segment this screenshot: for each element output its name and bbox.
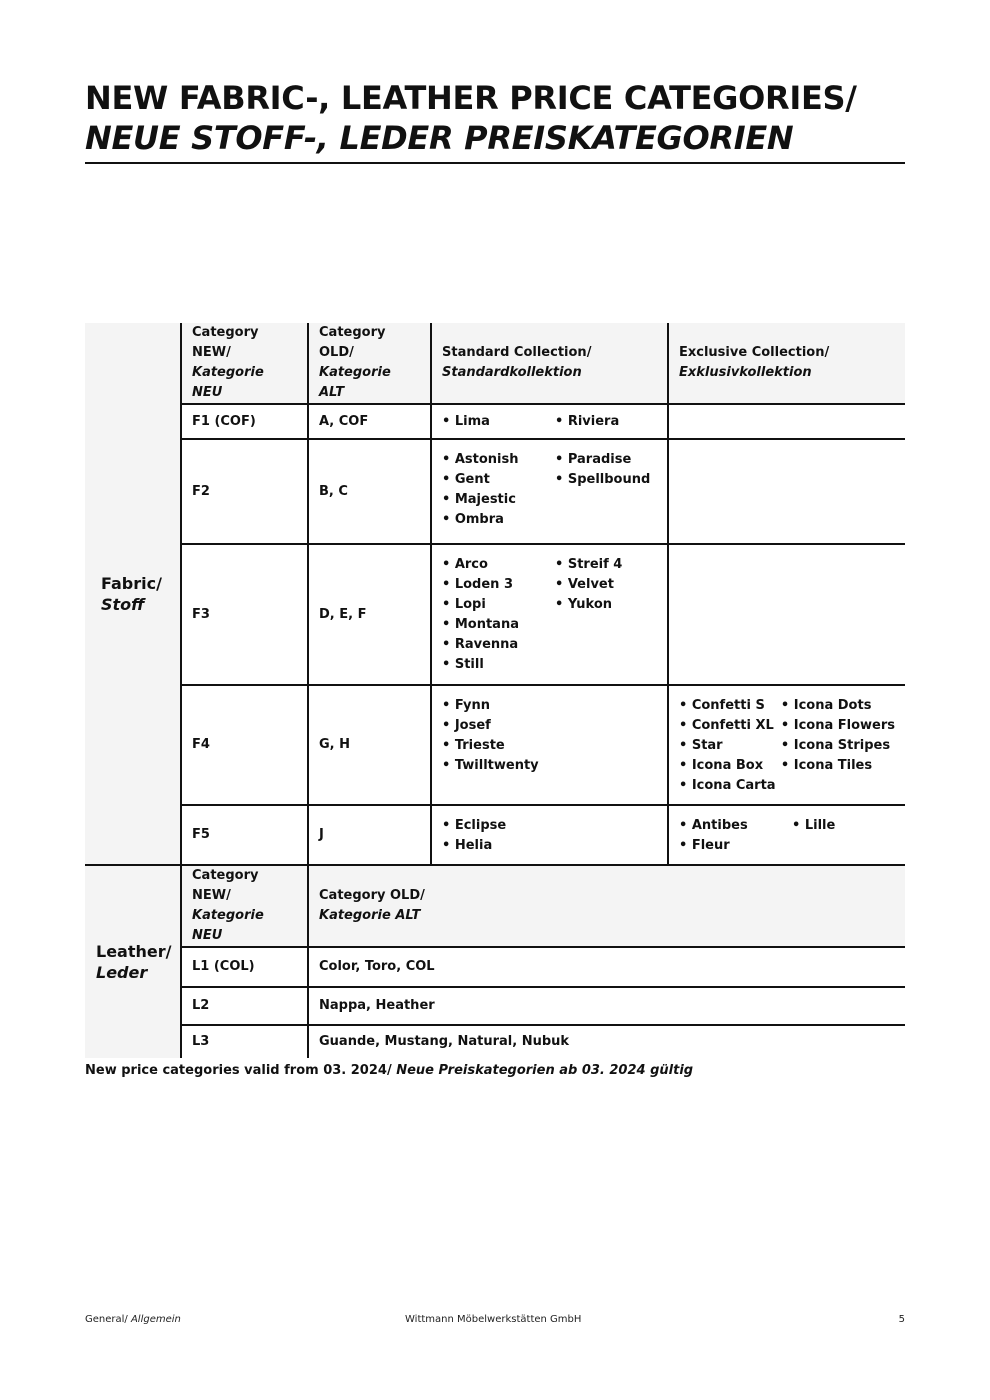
fabric-header-exclusive [668, 323, 905, 404]
leather-header-cat-old [308, 865, 905, 947]
exclusive-collection [668, 439, 905, 544]
leather-header-row [85, 865, 905, 947]
fabric-label-de: Stoff [101, 594, 145, 614]
category-new: F2 [181, 439, 308, 544]
list-item: • Confetti XL [679, 718, 774, 733]
exclusive-list-2 [792, 816, 835, 856]
list-item: • Ravenna [442, 637, 519, 652]
footer-section [85, 1314, 181, 1325]
list-item: • Helia [442, 838, 493, 853]
list-item: • Astonish [442, 452, 519, 467]
category-old: Guande, Mustang, Natural, Nubuk [319, 1034, 570, 1049]
fabric-header-cat-new [181, 323, 308, 404]
category-new: F5 [181, 805, 308, 865]
exclusive-list-1 [679, 696, 781, 796]
leather-side-label [85, 865, 181, 1058]
table-row [85, 439, 905, 544]
validity-note-de: Neue Preiskategorien ab 03. 2024 gültig [396, 1063, 694, 1078]
list-item: • Gent [442, 472, 490, 487]
standard-list-1 [442, 696, 555, 776]
exclusive-list-2 [781, 696, 895, 796]
header-text: Kategorie NEU [192, 908, 264, 943]
list-item: • Icona Tiles [780, 758, 873, 773]
standard-list-2 [555, 450, 650, 530]
category-new: L1 (COL) [181, 947, 308, 987]
standard-collection [431, 685, 668, 805]
footer-section-en: General/ [85, 1314, 128, 1325]
category-old: G, H [308, 685, 431, 805]
list-item: • Arco [442, 557, 488, 572]
list-item: • Montana [442, 617, 519, 632]
page-number: 5 [898, 1314, 905, 1325]
category-old: Nappa, Heather [319, 998, 435, 1013]
category-new: F4 [181, 685, 308, 805]
category-old: D, E, F [308, 544, 431, 685]
list-item: • Star [679, 738, 723, 753]
category-old: Color, Toro, COL [319, 959, 435, 974]
list-item: • Ombra [442, 512, 504, 527]
header-text: Category NEW/ [192, 868, 259, 903]
list-item: • Velvet [555, 577, 614, 592]
header-text: Category NEW/ [192, 325, 259, 360]
fabric-header-cat-old [308, 323, 431, 404]
category-new: F3 [181, 544, 308, 685]
list-item: • Lima [442, 413, 490, 429]
standard-list-2 [555, 555, 622, 675]
header-text: Kategorie ALT [319, 908, 421, 923]
validity-note-en: New price categories valid from 03. 2024/ [85, 1063, 392, 1078]
list-item: • Icona Flowers [780, 718, 895, 733]
exclusive-collection [668, 685, 905, 805]
page-title-en: NEW FABRIC-, LEATHER PRICE CATEGORIES/ [85, 79, 857, 117]
list-item: • Spellbound [555, 472, 651, 487]
standard-list-1 [442, 816, 555, 856]
list-item: • Lopi [442, 597, 486, 612]
list-item: • Icona Carta [679, 778, 776, 793]
table-row [85, 404, 905, 439]
header-text: Category OLD/ [319, 325, 386, 360]
fabric-side-label [85, 323, 181, 865]
standard-list-2 [555, 412, 619, 432]
list-item: • Fleur [679, 838, 730, 853]
exclusive-collection [668, 805, 905, 865]
list-item: • Eclipse [442, 818, 507, 833]
table-row [85, 1025, 905, 1058]
header-text: Exclusive Collection/ [679, 345, 830, 360]
fabric-header-row [85, 323, 905, 404]
footer-section-de: Allgemein [130, 1314, 181, 1325]
exclusive-collection [668, 404, 905, 439]
header-text: Standardkollektion [442, 365, 582, 380]
list-item: • Confetti S [679, 698, 765, 713]
list-item: • Streif 4 [555, 557, 623, 572]
list-item: • Yukon [555, 597, 613, 612]
list-item: • Icona Box [679, 758, 764, 773]
validity-note [85, 1063, 693, 1078]
exclusive-list-1 [679, 816, 792, 856]
standard-collection [431, 404, 668, 439]
list-item: • Paradise [555, 452, 632, 467]
category-new: L3 [181, 1025, 308, 1058]
list-item: • Twilltwenty [442, 758, 539, 773]
list-item: • Antibes [679, 818, 748, 833]
price-category-table [85, 323, 905, 1058]
category-new: L2 [181, 987, 308, 1025]
list-item: • Icona Dots [780, 698, 872, 713]
header-text: Kategorie NEU [192, 365, 264, 400]
list-item: • Trieste [442, 738, 505, 753]
list-item: • Majestic [442, 492, 516, 507]
standard-collection [431, 805, 668, 865]
list-item: • Fynn [442, 698, 490, 713]
table-row [85, 544, 905, 685]
table-row [85, 947, 905, 987]
leather-header-cat-new [181, 865, 308, 947]
exclusive-collection [668, 544, 905, 685]
list-item: • Loden 3 [442, 577, 513, 592]
fabric-header-standard [431, 323, 668, 404]
standard-list-1 [442, 412, 555, 432]
category-old: B, C [308, 439, 431, 544]
list-item: • Riviera [555, 413, 620, 429]
fabric-label-en: Fabric/ [101, 573, 162, 593]
header-text: Kategorie ALT [319, 365, 391, 400]
page-title-de: NEUE STOFF-, LEDER PREISKATEGORIEN [85, 119, 794, 157]
standard-list-1 [442, 450, 555, 530]
list-item: • Josef [442, 718, 491, 733]
standard-collection [431, 544, 668, 685]
header-text: Exklusivkollektion [679, 365, 812, 380]
category-old: J [308, 805, 431, 865]
table-row [85, 987, 905, 1025]
leather-label-de: Leder [96, 963, 148, 982]
page-title [85, 78, 905, 164]
table-row [85, 685, 905, 805]
footer-company: Wittmann Möbelwerkstätten GmbH [405, 1314, 582, 1325]
header-text: Category OLD/ [319, 888, 425, 903]
list-item: • Still [442, 657, 484, 672]
leather-label-en: Leather/ [96, 942, 172, 961]
standard-list-1 [442, 555, 555, 675]
header-text: Standard Collection/ [442, 345, 592, 360]
table-row [85, 805, 905, 865]
standard-collection [431, 439, 668, 544]
list-item: • Icona Stripes [780, 738, 891, 753]
category-new: F1 (COF) [181, 404, 308, 439]
list-item: • Lille [792, 818, 836, 833]
category-old: A, COF [308, 404, 431, 439]
